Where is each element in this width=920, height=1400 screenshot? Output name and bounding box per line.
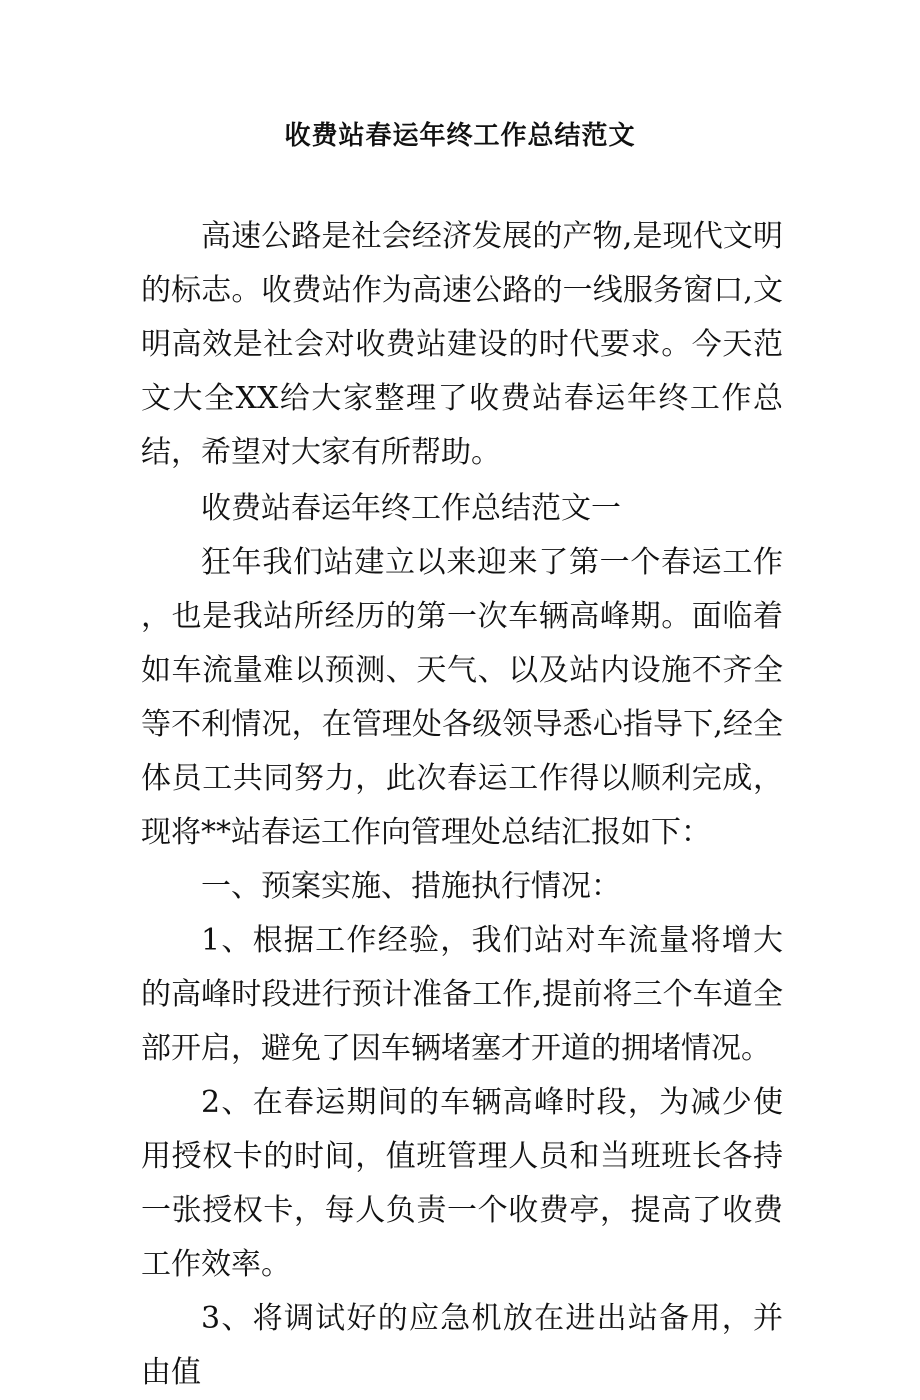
intro-paragraph: 高速公路是社会经济发展的产物,是现代文明的标志。收费站作为高速公路的一线服务窗口,文明高效是社会对收费站建设的时代要求。今天范文大全XX给大家整理了收费站春运年终工作总结，希望对大家有所帮助。 — [141, 219, 783, 470]
document-title: 收费站春运年终工作总结范文 — [284, 121, 636, 151]
subsection-heading: 一、预案实施、措施执行情况： — [201, 869, 621, 904]
document-body — [141, 210, 783, 1400]
section-heading: 收费站春运年终工作总结范文一 — [201, 491, 621, 526]
list-item-2: 2、在春运期间的车辆高峰时段，为减少使用授权卡的时间，值班管理人员和当班班长各持一张授权卡，每人负责一个收费亭，提高了收费工作效率。 — [141, 1085, 783, 1282]
list-item-1: 1、根据工作经验，我们站对车流量将增大的高峰时段进行预计准备工作,提前将三个车道全部开启，避免了因车辆堵塞才开道的拥堵情况。 — [141, 923, 783, 1066]
list-item-3: 3、将调试好的应急机放在进出站备用，并由值 — [141, 1301, 783, 1390]
summary-paragraph: 狂年我们站建立以来迎来了第一个春运工作，也是我站所经历的第一次车辆高峰期。面临着如车流量难以预测、天气、以及站内设施不齐全等不利情况，在管理处各级领导悉心指导下,经全体员工共同努力，此次春运工作得以顺利完成，现将**站春运工作向管理处总结汇报如下： — [141, 545, 783, 850]
